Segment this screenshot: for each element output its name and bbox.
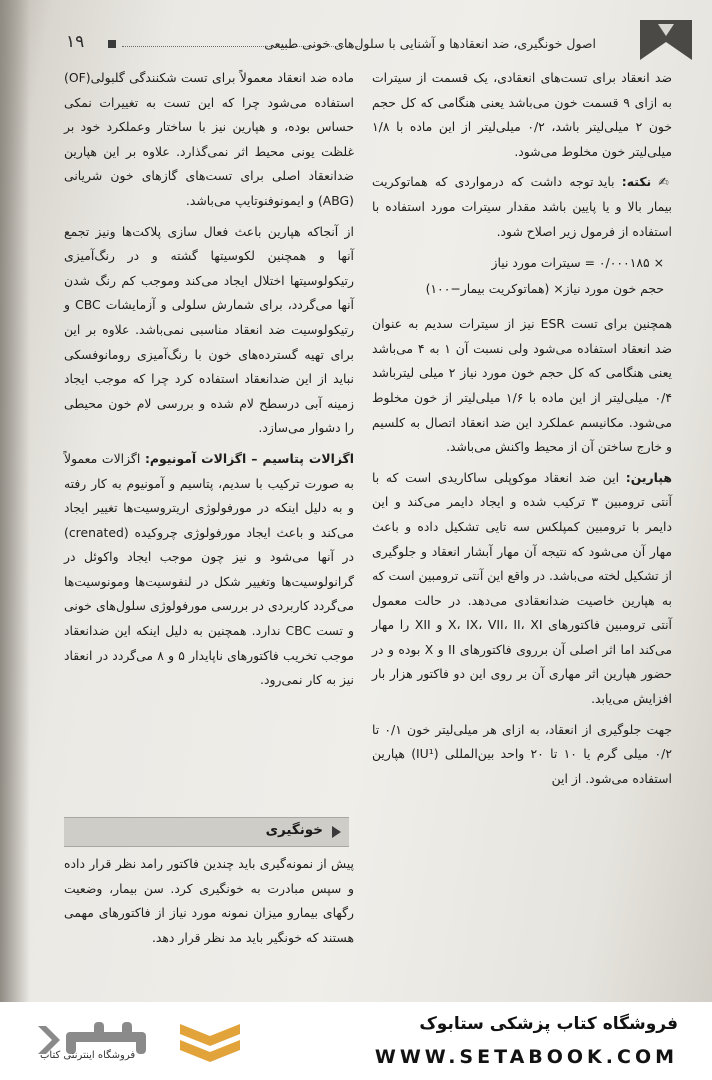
store-url[interactable]: WWW.SETABOOK.COM [374,1046,678,1068]
paragraph-heparin-use: ماده ضد انعقاد معمولاً برای تست شکنندگی گلبولی(OF) استفاده می‌شود چرا که این تست به تغییرات نمکی حساس بوده، و هپارین نیز با ساختار وعملکرد خود بر غلظت یونی محیط اثر نمی‌گذارد. علاوه بر این هپارین ضدانعقاد اصلی برای تست‌های گازهای خون شریانی (ABG) و ایمونوفنوتایپ می‌باشد. [64,70,354,208]
formula-line-2: حجم خون مورد نیاز× (هماتوکریت بیمار−۱۰۰) [425,281,664,297]
setabook-logo-icon [32,1014,262,1074]
heparin-label: هپارین: [625,469,672,485]
left-column [64,66,354,699]
logo-tagline: فروشگاه اینترنتی کتاب [40,1050,136,1061]
formula-line-1: × ۰/۰۰۰۱۸۵ = سیترات مورد نیاز [491,255,664,271]
paragraph-citrate-ratio: ضد انعقاد برای تست‌های انعقادی، یک قسمت از سیترات به ازای ۹ قسمت خون می‌باشد یعنی هنگامی که کل حجم خون ۲ میلی‌لیتر باشد، ۰/۲ میلی‌لیتر از این ماده با ۱/۸ میلی‌لیتر خون مخلوط می‌شود. [372,70,672,159]
binding-shadow [0,0,30,1002]
header-corner-ornament-icon [640,20,692,60]
paragraph-oxalate [64,447,354,693]
hand-pointer-icon: ✍ [651,174,672,190]
paragraph-heparin [372,466,672,712]
paragraph-phlebotomy: پیش از نمونه‌گیری باید چندین فاکتور رامد نظر قرار داده و سپس مبادرت به خونگیری کرد. سن بیمار، وضعیت رگهای بیمارو میزان نمونه مورد نیاز از فاکتورهای مهمی هستند که خونگیر باید مد نظر قرار دهد. [64,856,354,945]
heparin-text: این ضد انعقاد موکوپلی ساکاریدی است که با آنتی ترومبین ۳ ترکیب شده و ایجاد دایمر می‌کند و این دایمر با ترومبین کمپلکس سه تایی تشکیل داده و باعث مهار آن می‌شود که نتیجه آن مهار آبشار انعقاد و جلوگیری از تشکیل لخته می‌باشد. در واقع این آنتی ترومبین است که به هپارین خاصیت ضدانعقادی می‌دهد. در حالت معمول آنتی ترومبین فاکتورهای X، IX، VII، II، XI و XII را مهار می‌کند اما اثر اصلی آن برروی فاکتورهای II و X بوده و در حضور هپارین اثر مهاری آن بر روی این دو فاکتور هزار بار افزایش می‌یابد. [372,469,672,707]
oxalate-label: اگزالات پتاسیم – اگزالات آمونیوم: [144,450,354,466]
note-label: نکته: [621,174,652,190]
section-body [64,852,354,956]
page-header [22,26,692,64]
chapter-title: اصول خونگیری، ضد انعقادها و آشنایی با سلول‌های خونی طبیعی [264,36,596,51]
store-title: فروشگاه کتاب پزشکی ستابوک [419,1014,678,1034]
header-square-icon [108,40,116,48]
paragraph-esr: همچنین برای تست ESR نیز از سیترات سدیم به عنوان ضد انعقاد استفاده می‌شود ولی نسبت آن ۱ به ۴ می‌باشد یعنی هنگامی که کل حجم خون مورد نیاز ۲ میلی لیترباشد ۰/۴ میلی‌لیتر از این ماده با ۱/۶ میلی‌لیتر از خون مخلوط می‌شود. مکانیسم عملکرد این ضد انعقاد اتصال به کلسیم و خارج ساختن آن از محیط واکنش می‌باشد. [372,316,672,455]
citrate-formula [372,250,672,302]
section-heading: خونگیری [265,822,323,838]
right-column [372,66,672,797]
oxalate-text: اگزالات معمولاً به صورت ترکیب با سدیم، پتاسیم و آمونیوم به کار رفته و به دلیل اینکه در مورفولوژی اریتروسیت‌ها تغییر ایجاد می‌کند و باعث ایجاد مورفولوژی چروکیده (crenated) در آنها می‌شود و نیز چون موجب ایجاد واکوئل در گرانولوسیت‌ها وتغییر شکل در لنفوسیت‌ها ومونوسیت‌ها می‌گردد کاربردی در بررسی مورفولوژی سلول‌های خونی و تست CBC ندارد. همچنین به دلیل اینکه این ضدانعقاد موجب تخریب فاکتورهای ناپایدار ۵ و ۸ می‌گردد در انعقاد نیز به کار نمی‌رود. [64,450,354,688]
note-paragraph [372,170,672,244]
section-arrow-icon [332,826,341,838]
note-text: باید توجه داشت که درمواردی که هماتوکریت بیمار بالا و یا پایین باشد مقدار سیترات مورد استفاده با استفاده از فرمول زیر اصلاح شود. [372,174,672,239]
paragraph-heparin-dose: جهت جلوگیری از انعقاد، به ازای هر میلی‌لیتر خون ۰/۱ تا ۰/۲ میلی گرم یا ۱۰ تا ۲۰ واحد بین‌المللی (IU¹) هپارین استفاده می‌شود. از این [372,721,672,786]
page-number: ۱۹ [66,32,85,52]
paragraph-heparin-limits: از آنجاکه هپارین باعث فعال سازی پلاکت‌ها ونیز تجمع آنها و همچنین لکوسیتها گشته و در رنگ‌آمیزی رتیکولوسیتها اختلال ایجاد می‌کند وموجب کم رنگ شدن آنها می‌گردد، برای شمارش سلولی و آزمایشات CBC و رتیکولوسیت ضد انعقاد مناسبی نمی‌باشد. علاوه بر این برای تهیه گسترده‌های خون با رنگ‌آمیزی رومانوفسکی نباید از این ضدانعقاد استفاده کرد چرا که موجب ایجاد زمینه آبی درسطح لام شده و بررسی لام خون محیطی را دشوار می‌سازد. [64,223,354,436]
store-banner [0,1002,712,1080]
section-heading-bar [64,817,349,847]
